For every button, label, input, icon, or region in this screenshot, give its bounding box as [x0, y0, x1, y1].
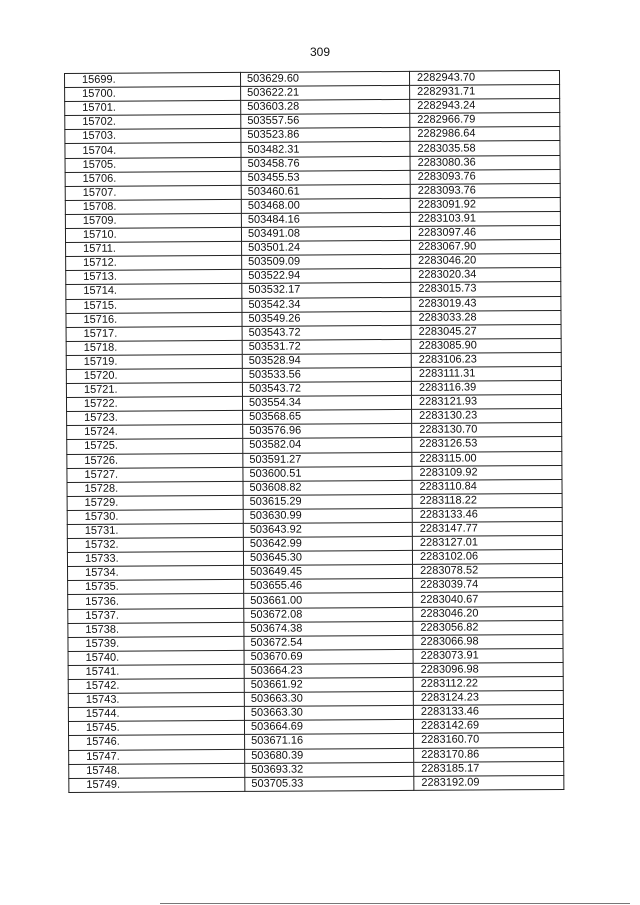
easting-cell: 503491.08	[241, 226, 410, 241]
easting-cell: 503543.72	[242, 381, 411, 396]
easting-cell: 503582.04	[243, 438, 412, 453]
point-number-cell: 15736.	[68, 594, 244, 609]
easting-cell: 503680.39	[245, 748, 414, 763]
easting-cell: 503532.17	[242, 283, 411, 298]
northing-cell: 2283126.53	[412, 437, 562, 452]
easting-cell: 503622.21	[241, 85, 410, 100]
easting-cell: 503655.46	[244, 579, 413, 594]
easting-cell: 503615.29	[243, 494, 412, 509]
northing-cell: 2282943.24	[410, 99, 560, 114]
easting-cell: 503645.30	[243, 551, 412, 566]
point-number-cell: 15749.	[69, 777, 245, 792]
easting-cell: 503509.09	[242, 255, 411, 270]
easting-cell: 503663.30	[244, 692, 413, 707]
northing-cell: 2283116.39	[411, 381, 561, 396]
northing-cell: 2283080.36	[410, 155, 560, 170]
northing-cell: 2283046.20	[413, 606, 563, 621]
point-number-cell: 15712.	[66, 256, 242, 271]
point-number-cell: 15724.	[67, 425, 243, 440]
point-number-cell: 15739.	[68, 636, 244, 651]
easting-cell: 503629.60	[240, 71, 409, 86]
northing-cell: 2283056.82	[413, 620, 563, 635]
table-row	[69, 775, 564, 792]
point-number-cell: 15708.	[65, 199, 241, 214]
northing-cell: 2283066.98	[413, 634, 563, 649]
point-number-cell: 15737.	[68, 608, 244, 623]
point-number-cell: 15735.	[68, 580, 244, 595]
point-number-cell: 15702.	[65, 115, 241, 130]
point-number-cell: 15711.	[66, 242, 242, 257]
northing-cell: 2283130.23	[412, 409, 562, 424]
northing-cell: 2283020.34	[411, 268, 561, 283]
easting-cell: 503630.99	[243, 508, 412, 523]
northing-cell: 2283112.22	[413, 676, 563, 691]
easting-cell: 503671.16	[245, 734, 414, 749]
easting-cell: 503460.61	[241, 184, 410, 199]
point-number-cell: 15726.	[67, 453, 243, 468]
point-number-cell: 15748.	[69, 763, 245, 778]
easting-cell: 503670.69	[244, 649, 413, 664]
point-number-cell: 15721.	[66, 382, 242, 397]
northing-cell: 2283096.98	[413, 662, 563, 677]
easting-cell: 503568.65	[243, 410, 412, 425]
northing-cell: 2283142.69	[413, 719, 563, 734]
northing-cell: 2283103.91	[410, 211, 560, 226]
northing-cell: 2283033.28	[411, 310, 561, 325]
easting-cell: 503458.76	[241, 156, 410, 171]
northing-cell: 2283109.92	[412, 465, 562, 480]
northing-cell: 2283078.52	[413, 564, 563, 579]
table-body	[65, 70, 564, 792]
northing-cell: 2283085.90	[411, 338, 561, 353]
easting-cell: 503693.32	[245, 762, 414, 777]
easting-cell: 503663.30	[244, 706, 413, 721]
easting-cell: 503664.69	[244, 720, 413, 735]
point-number-cell: 15715.	[66, 298, 242, 313]
northing-cell: 2283045.27	[411, 324, 561, 339]
point-number-cell: 15740.	[68, 650, 244, 665]
point-number-cell: 15722.	[66, 397, 242, 412]
northing-cell: 2283124.23	[413, 691, 563, 706]
northing-cell: 2283039.74	[413, 578, 563, 593]
northing-cell: 2283130.70	[412, 423, 562, 438]
easting-cell: 503554.34	[242, 396, 411, 411]
point-number-cell: 15713.	[66, 270, 242, 285]
northing-cell: 2283111.31	[411, 366, 561, 381]
coordinates-table	[64, 70, 564, 793]
point-number-cell: 15709.	[65, 213, 241, 228]
easting-cell: 503642.99	[243, 536, 412, 551]
point-number-cell: 15716.	[66, 312, 242, 327]
easting-cell: 503533.56	[242, 367, 411, 382]
northing-cell: 2283115.00	[412, 451, 562, 466]
easting-cell: 503543.72	[242, 325, 411, 340]
easting-cell: 503674.38	[244, 621, 413, 636]
point-number-cell: 15699.	[65, 72, 241, 87]
point-number-cell: 15707.	[65, 185, 241, 200]
page-number: 309	[309, 45, 331, 59]
easting-cell: 503542.34	[242, 297, 411, 312]
point-number-cell: 15744.	[68, 707, 244, 722]
point-number-cell: 15701.	[65, 101, 241, 116]
northing-cell: 2283127.01	[412, 536, 562, 551]
easting-cell: 503664.23	[244, 663, 413, 678]
point-number-cell: 15745.	[68, 721, 244, 736]
point-number-cell: 15743.	[68, 693, 244, 708]
northing-cell: 2283110.84	[412, 479, 562, 494]
easting-cell: 503482.31	[241, 142, 410, 157]
northing-cell: 2283133.46	[412, 507, 562, 522]
easting-cell: 503549.26	[242, 311, 411, 326]
point-number-cell: 15741.	[68, 664, 244, 679]
point-number-cell: 15742.	[68, 678, 244, 693]
northing-cell: 2283102.06	[412, 550, 562, 565]
point-number-cell: 15746.	[69, 735, 245, 750]
easting-cell: 503531.72	[242, 339, 411, 354]
northing-cell: 2283097.46	[410, 226, 560, 241]
easting-cell: 503649.45	[244, 565, 413, 580]
northing-cell: 2283040.67	[413, 592, 563, 607]
northing-cell: 2283035.58	[410, 141, 560, 156]
northing-cell: 2283067.90	[411, 240, 561, 255]
northing-cell: 2282931.71	[410, 85, 560, 100]
point-number-cell: 15728.	[67, 481, 243, 496]
northing-cell: 2283019.43	[411, 296, 561, 311]
northing-cell: 2283046.20	[411, 254, 561, 269]
point-number-cell: 15700.	[65, 87, 241, 102]
northing-cell: 2283185.17	[414, 761, 564, 776]
easting-cell: 503600.51	[243, 466, 412, 481]
easting-cell: 503501.24	[242, 241, 411, 256]
northing-cell: 2283133.46	[413, 705, 563, 720]
point-number-cell: 15727.	[67, 467, 243, 482]
easting-cell: 503661.00	[244, 593, 413, 608]
point-number-cell: 15734.	[68, 566, 244, 581]
easting-cell: 503603.28	[241, 100, 410, 115]
page-bottom-edge-line	[160, 903, 630, 904]
easting-cell: 503455.53	[241, 170, 410, 185]
northing-cell: 2283093.76	[410, 183, 560, 198]
easting-cell: 503557.56	[241, 114, 410, 129]
point-number-cell: 15719.	[66, 354, 242, 369]
point-number-cell: 15705.	[65, 157, 241, 172]
easting-cell: 503528.94	[242, 353, 411, 368]
point-number-cell: 15723.	[67, 411, 243, 426]
point-number-cell: 15725.	[67, 439, 243, 454]
northing-cell: 2283118.22	[412, 493, 562, 508]
easting-cell: 503672.08	[244, 607, 413, 622]
northing-cell: 2283091.92	[410, 197, 560, 212]
point-number-cell: 15704.	[65, 143, 241, 158]
easting-cell: 503591.27	[243, 452, 412, 467]
northing-cell: 2283170.86	[414, 747, 564, 762]
easting-cell: 503576.96	[243, 424, 412, 439]
point-number-cell: 15731.	[67, 523, 243, 538]
easting-cell: 503672.54	[244, 635, 413, 650]
easting-cell: 503522.94	[242, 269, 411, 284]
northing-cell: 2283160.70	[414, 733, 564, 748]
easting-cell: 503468.00	[241, 198, 410, 213]
point-number-cell: 15738.	[68, 622, 244, 637]
easting-cell: 503705.33	[245, 776, 414, 791]
easting-cell: 503608.82	[243, 480, 412, 495]
point-number-cell: 15747.	[69, 749, 245, 764]
point-number-cell: 15703.	[65, 129, 241, 144]
easting-cell: 503484.16	[241, 212, 410, 227]
northing-cell: 2282986.64	[410, 127, 560, 142]
point-number-cell: 15720.	[66, 368, 242, 383]
northing-cell: 2283121.93	[411, 395, 561, 410]
coordinates-table-container	[64, 70, 564, 793]
point-number-cell: 15732.	[67, 538, 243, 553]
point-number-cell: 15717.	[66, 326, 242, 341]
point-number-cell: 15729.	[67, 495, 243, 510]
northing-cell: 2283093.76	[410, 169, 560, 184]
point-number-cell: 15718.	[66, 340, 242, 355]
northing-cell: 2283192.09	[414, 775, 564, 790]
point-number-cell: 15706.	[65, 171, 241, 186]
point-number-cell: 15710.	[65, 227, 241, 242]
easting-cell: 503661.92	[244, 677, 413, 692]
northing-cell: 2282943.70	[409, 70, 559, 85]
northing-cell: 2283106.23	[411, 352, 561, 367]
point-number-cell: 15733.	[67, 552, 243, 567]
point-number-cell: 15714.	[66, 284, 242, 299]
point-number-cell: 15730.	[67, 509, 243, 524]
northing-cell: 2283015.73	[411, 282, 561, 297]
northing-cell: 2283073.91	[413, 648, 563, 663]
northing-cell: 2283147.77	[412, 521, 562, 536]
northing-cell: 2282966.79	[410, 113, 560, 128]
easting-cell: 503523.86	[241, 128, 410, 143]
easting-cell: 503643.92	[243, 522, 412, 537]
